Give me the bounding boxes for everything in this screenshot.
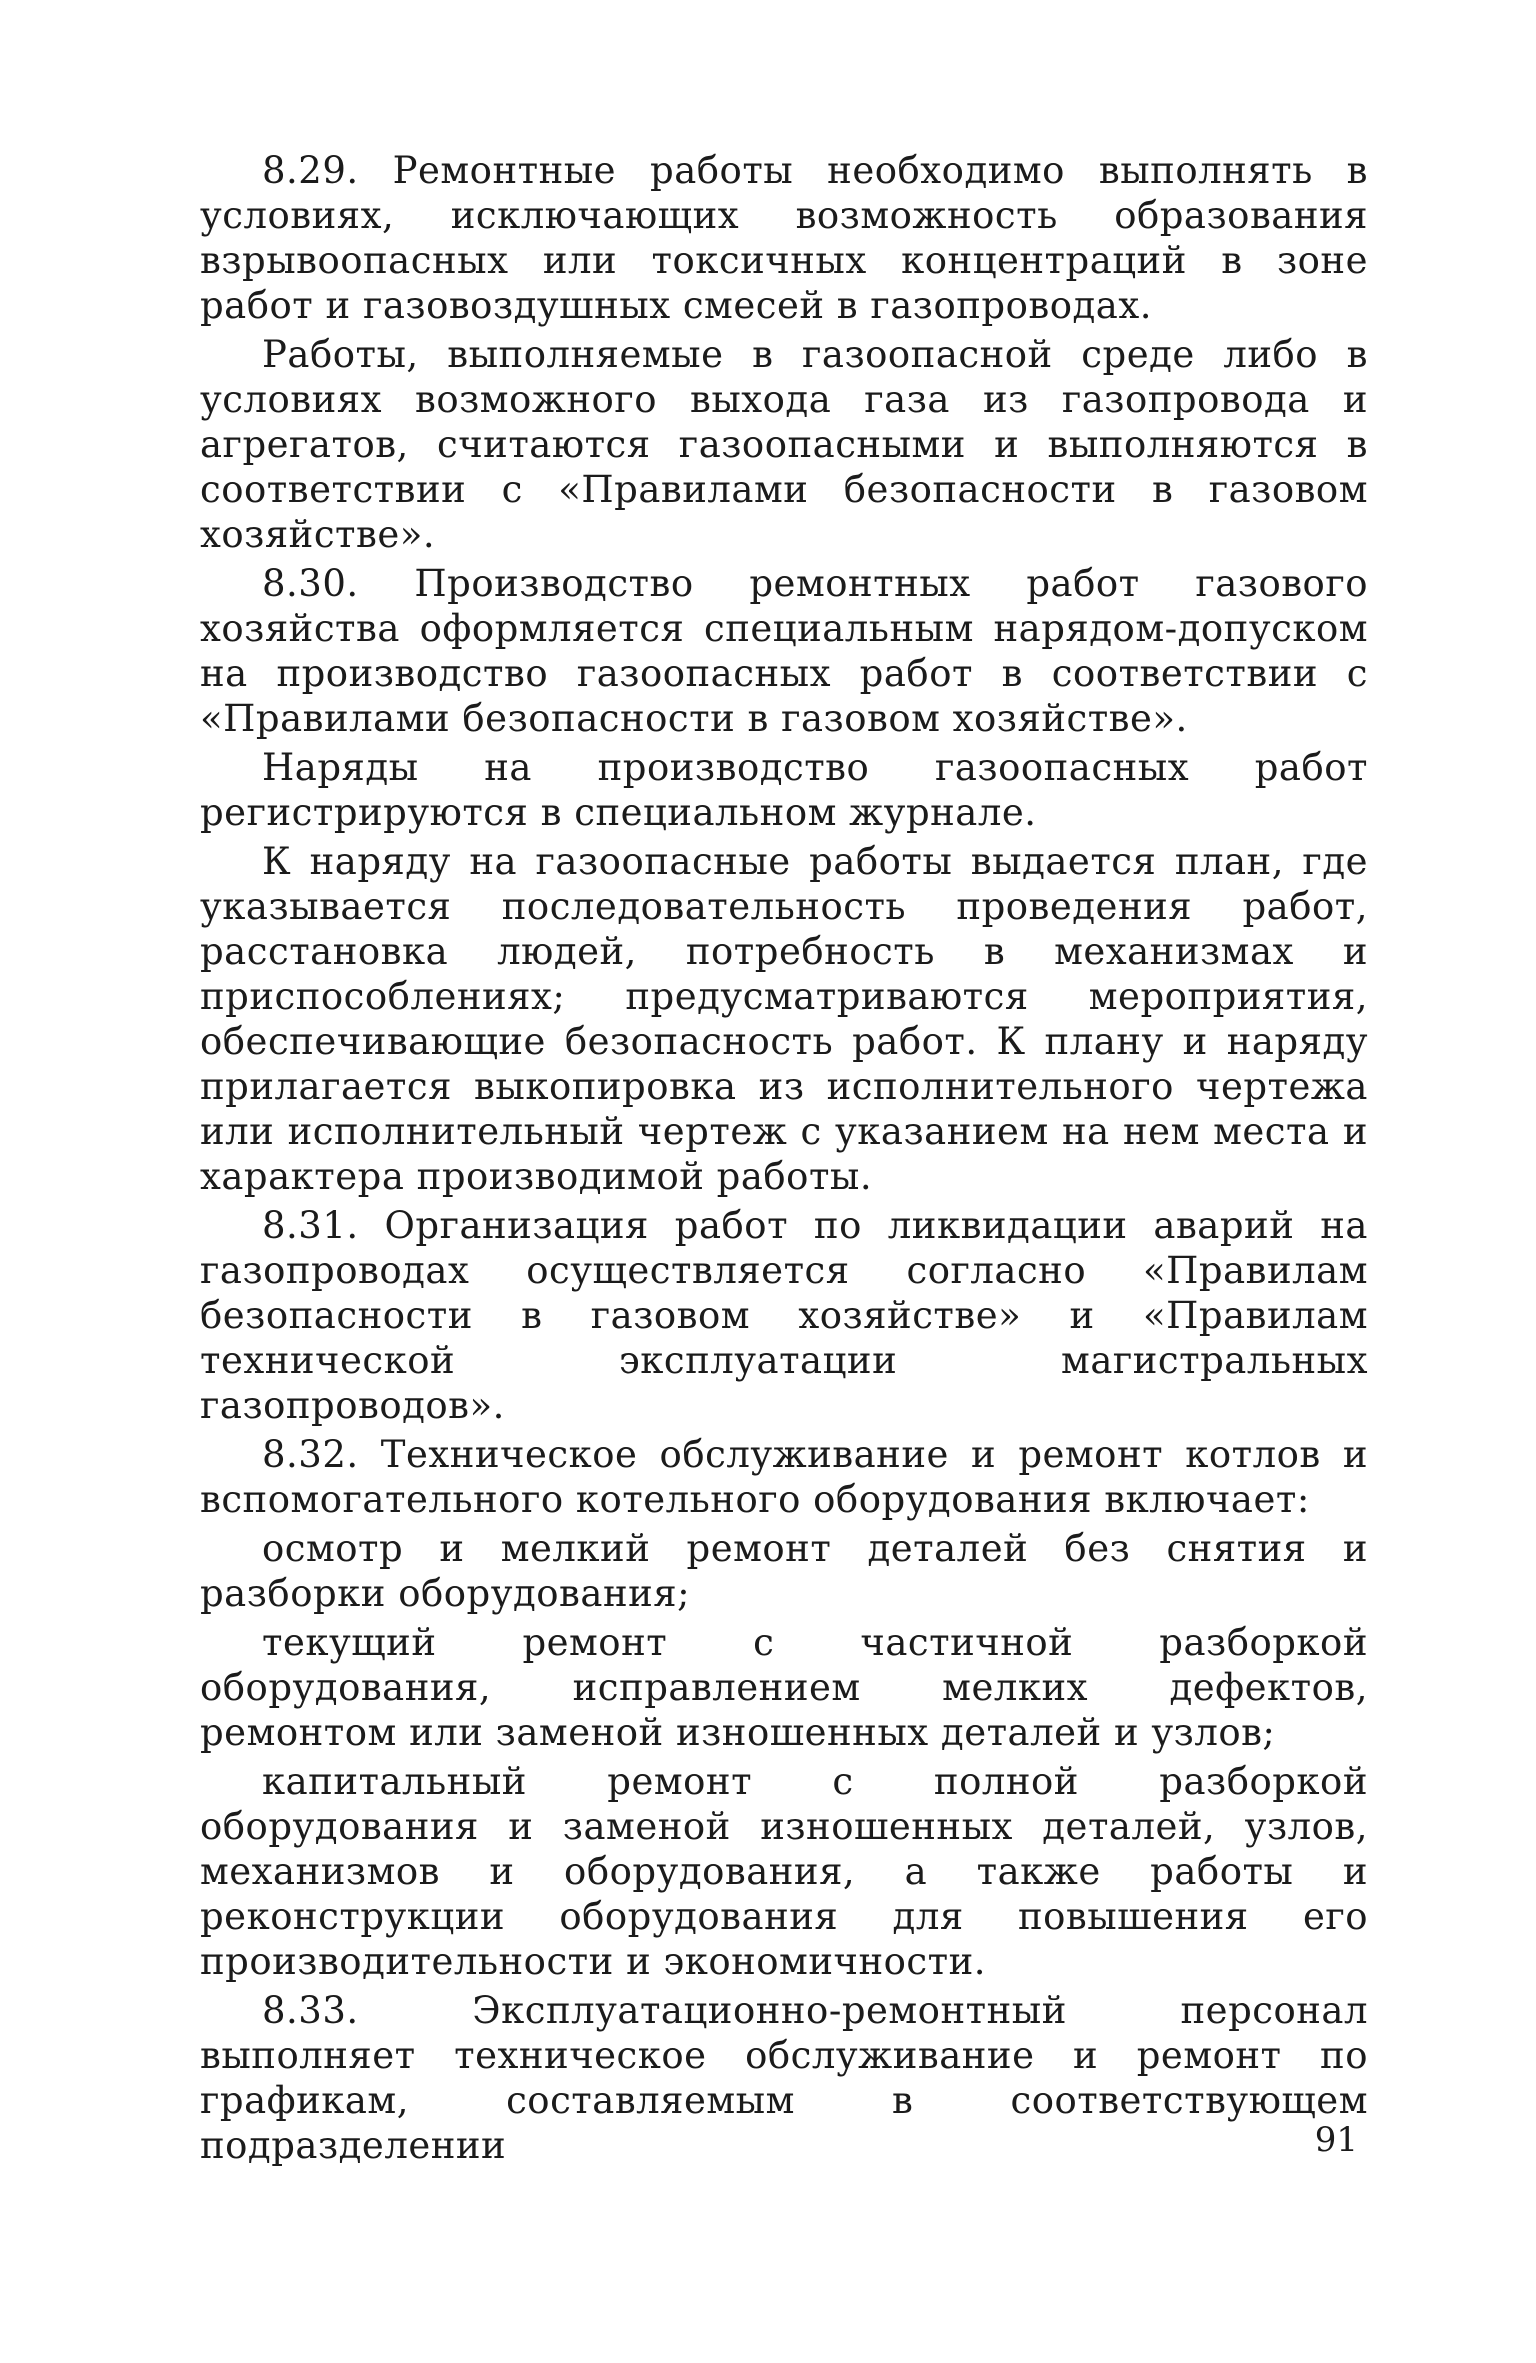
paragraph-8-29: 8.29. Ремонтные работы необходимо выполнять в условиях, исключающих возможность образования взрывоопасных или токсичных концентраций в зоне работ и газовоздушных смесей в газопроводах. bbox=[200, 149, 1368, 327]
paragraph-current-repair: текущий ремонт с частичной разборкой оборудования, исправлением мелких дефектов, ремонтом или заменой изношенных деталей и узлов; bbox=[200, 1621, 1368, 1754]
paragraph-8-31: 8.31. Организация работ по ликвидации аварий на газопроводах осуществляется согласно «Правилам безопасности в газовом хозяйстве» и «Правилам технической эксплуатации магистральных газопроводов». bbox=[200, 1204, 1368, 1427]
paragraph-work-plan: К наряду на газоопасные работы выдается план, где указывается последовательность проведения работ, расстановка людей, потребность в механизмах и приспособлениях; предусматриваются мероприятия, обеспечивающие безопасность работ. К плану и наряду прилагается выкопировка из исполнительного чертежа или исполнительный чертеж с указанием на нем места и характера производимой работы. bbox=[200, 840, 1368, 1198]
document-body bbox=[200, 148, 1368, 2172]
paragraph-8-32: 8.32. Техническое обслуживание и ремонт котлов и вспомогательного котельного оборудования включает: bbox=[200, 1433, 1368, 1521]
paragraph-8-33: 8.33. Эксплуатационно-ремонтный персонал выполняет техническое обслуживание и ремонт по графикам, составляемым в соответствующем подразделении bbox=[200, 1989, 1368, 2167]
paragraph-inspection: осмотр и мелкий ремонт деталей без снятия и разборки оборудования; bbox=[200, 1527, 1368, 1615]
paragraph-capital-repair: капитальный ремонт с полной разборкой оборудования и заменой изношенных деталей, узлов, механизмов и оборудования, а также работы и реконструкции оборудования для повышения его производительности и экономичности. bbox=[200, 1760, 1368, 1983]
page-number: 91 bbox=[1314, 2120, 1358, 2160]
paragraph-gas-hazard-works: Работы, выполняемые в газоопасной среде либо в условиях возможного выхода газа из газопровода и агрегатов, считаются газоопасными и выполняются в соответствии с «Правилами безопасности в газовом хозяйстве». bbox=[200, 333, 1368, 556]
paragraph-8-30: 8.30. Производство ремонтных работ газового хозяйства оформляется специальным нарядом-допуском на производство газоопасных работ в соответствии с «Правилами безопасности в газовом хозяйстве». bbox=[200, 562, 1368, 740]
paragraph-orders-registration: Наряды на производство газоопасных работ регистрируются в специальном журнале. bbox=[200, 746, 1368, 834]
